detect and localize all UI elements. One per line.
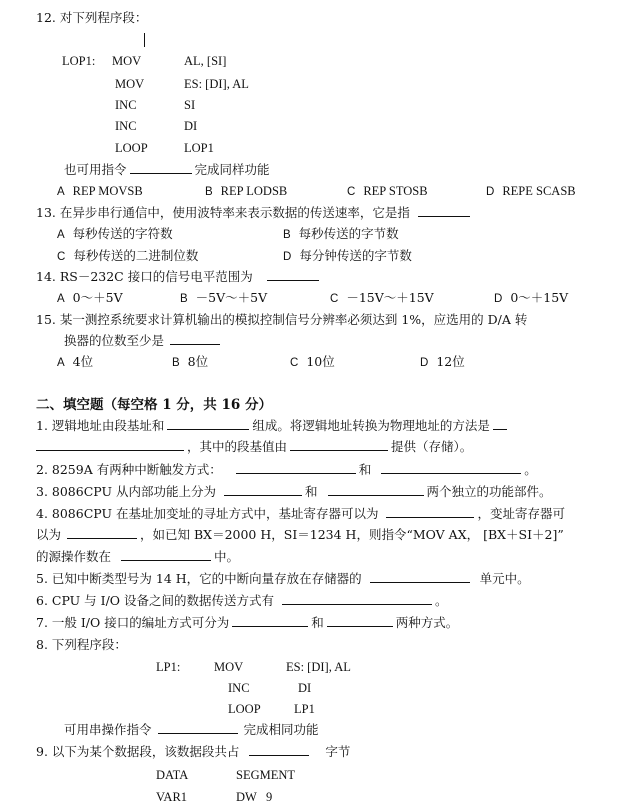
f3-blank-1[interactable] xyxy=(224,484,302,496)
q12-code-op-2: MOV xyxy=(115,77,145,91)
f5-text-a: 5. 已知中断类型号为 14 H，它的中断向量存放在存储器的 xyxy=(36,571,362,586)
f3-line xyxy=(36,484,552,500)
option-letter: B xyxy=(283,229,291,241)
option-text: REP MOVSB xyxy=(72,184,143,198)
option-text: 每秒传送的二进制位数 xyxy=(73,248,199,263)
f8-instruction-line xyxy=(64,722,319,738)
f4-text-e: 的源操作数在 xyxy=(36,549,112,564)
ellipsis-bar-icon xyxy=(144,33,145,47)
q12-instruction-line xyxy=(64,162,270,178)
f2-text-b: 和 xyxy=(358,462,372,477)
f1-text-c: ，其中的段基值由 xyxy=(187,439,288,454)
option-text: 10位 xyxy=(306,354,335,369)
f8-code-arg-3: LP1 xyxy=(294,702,315,716)
option-text: －15V～＋15V xyxy=(346,290,434,305)
q12-option-a xyxy=(57,183,143,200)
f9-code-op-1: SEGMENT xyxy=(236,768,296,782)
q13-option-c xyxy=(57,248,198,265)
option-letter: B xyxy=(180,293,188,305)
f2-text-a: 2. 8259A 有两种中断触发方式： xyxy=(36,462,222,477)
f6-text-b: 。 xyxy=(435,593,448,608)
q12-stem: 12. 对下列程序段： xyxy=(36,10,148,25)
f3-text-b: 和 xyxy=(304,484,318,499)
q12-code-label-1: LOP1: xyxy=(62,54,96,68)
f5-line xyxy=(36,571,530,587)
q12-code-arg-1: AL, [SI] xyxy=(184,54,227,68)
f4-line3 xyxy=(36,549,239,565)
f4-text-c: 以为 xyxy=(36,527,62,542)
f7-blank-1[interactable] xyxy=(232,615,308,627)
f7-blank-2[interactable] xyxy=(327,615,393,627)
option-text: 4位 xyxy=(72,354,94,369)
q13-option-a xyxy=(57,226,173,243)
f8-code-op-3: LOOP xyxy=(228,702,261,716)
q15-stem-line1: 15. 某一测控系统要求计算机输出的模拟控制信号分辨率必须达到 1%，应选用的 D/A 转 xyxy=(36,312,528,327)
f7-text-c: 两种方式。 xyxy=(395,615,459,630)
q15-option-d xyxy=(420,354,465,371)
f9-text-a: 9. 以下为某个数据段，该数据段共占 xyxy=(36,744,240,759)
q15-line2 xyxy=(64,333,223,349)
option-letter: C xyxy=(347,186,356,198)
q12-code-op-4: INC xyxy=(115,119,137,133)
option-text: 每秒传送的字符数 xyxy=(72,226,173,241)
q14-option-d xyxy=(494,290,568,307)
f1-blank-2[interactable] xyxy=(493,418,507,430)
f7-text-a: 7. 一般 I/O 接口的编址方式可分为 xyxy=(36,615,230,630)
f9-line xyxy=(36,744,350,760)
q13-answer-blank[interactable] xyxy=(418,205,470,217)
q15-option-b xyxy=(172,354,208,371)
option-text: 每分钟传送的字节数 xyxy=(299,248,412,263)
option-letter: C xyxy=(57,251,66,263)
option-text: REP LODSB xyxy=(220,184,288,198)
f1-text-b: 组成。将逻辑地址转换为物理地址的方法是 xyxy=(252,418,490,433)
f1-blank-4[interactable] xyxy=(290,439,388,451)
f4-blank-2[interactable] xyxy=(67,527,137,539)
f9-code-label-1: DATA xyxy=(156,768,189,782)
q15-option-a xyxy=(57,354,93,371)
q12-option-d xyxy=(486,183,576,200)
q12-code-arg-5: LOP1 xyxy=(184,141,214,155)
f4-blank-1[interactable] xyxy=(386,506,474,518)
option-letter: D xyxy=(283,251,292,263)
f4-line1 xyxy=(36,506,565,522)
option-letter: D xyxy=(494,293,503,305)
q14-line xyxy=(36,269,322,285)
option-letter: C xyxy=(290,357,299,369)
option-text: 每秒传送的字节数 xyxy=(298,226,399,241)
f4-text-f: 中。 xyxy=(214,549,240,564)
f1-blank-1[interactable] xyxy=(167,418,249,430)
f9-code-label-2: VAR1 xyxy=(156,790,188,804)
q13-option-d xyxy=(283,248,412,265)
f2-blank-2[interactable] xyxy=(381,462,521,474)
option-letter: A xyxy=(57,293,65,305)
q15-option-c xyxy=(290,354,335,371)
f2-blank-1[interactable] xyxy=(236,462,356,474)
q14-stem: 14. RS－232C 接口的信号电平范围为 xyxy=(36,269,253,284)
option-text: 8位 xyxy=(187,354,209,369)
q14-option-c xyxy=(330,290,434,307)
q12-option-c xyxy=(347,183,428,200)
q13-option-b xyxy=(283,226,399,243)
f1-line1 xyxy=(36,418,510,434)
f8-code-op-1: MOV xyxy=(214,660,244,674)
f8-code-arg-2: DI xyxy=(298,681,312,695)
f9-code-arg-2: 9 xyxy=(266,790,273,804)
f1-text-a: 1. 逻辑地址由段基址和 xyxy=(36,418,165,433)
q12-text-b: 完成同样功能 xyxy=(194,162,270,177)
f2-line xyxy=(36,462,537,478)
f9-text-b: 字节 xyxy=(325,744,351,759)
f9-blank-1[interactable] xyxy=(249,744,309,756)
q15-answer-blank[interactable] xyxy=(170,333,220,345)
f5-blank-1[interactable] xyxy=(370,571,470,583)
option-text: 12位 xyxy=(436,354,465,369)
q12-code-op-1: MOV xyxy=(112,54,142,68)
f4-text-a: 4. 8086CPU 在基址加变址的寻址方式中，基址寄存器可以为 xyxy=(36,506,379,521)
f5-text-b: 单元中。 xyxy=(479,571,530,586)
q12-option-b xyxy=(205,183,287,200)
option-text: －5V～＋5V xyxy=(195,290,268,305)
q12-answer-blank[interactable] xyxy=(130,162,192,174)
option-letter: D xyxy=(486,186,495,198)
option-letter: A xyxy=(57,186,65,198)
f8-text-a: 可用串操作指令 xyxy=(64,722,152,737)
f1-text-d: 提供（存储）。 xyxy=(391,439,473,454)
option-text: REPE SCASB xyxy=(502,184,576,198)
option-letter: B xyxy=(205,186,213,198)
f9-code-op-2: DW xyxy=(236,790,257,804)
q12-text-a: 也可用指令 xyxy=(64,162,127,177)
f4-blank-3[interactable] xyxy=(121,549,211,561)
f1-blank-3[interactable] xyxy=(36,439,184,451)
option-text: REP STOSB xyxy=(363,184,428,198)
f8-code-label-1: LP1: xyxy=(156,660,181,674)
option-letter: A xyxy=(57,357,65,369)
q14-option-a xyxy=(57,290,123,307)
f6-line xyxy=(36,593,448,609)
q12-code-op-5: LOOP xyxy=(115,141,148,155)
f3-text-a: 3. 8086CPU 从内部功能上分为 xyxy=(36,484,216,499)
q12-code-arg-2: ES: [DI], AL xyxy=(184,77,249,91)
q13-line xyxy=(36,205,473,221)
f8-stem: 8. 下列程序段： xyxy=(36,637,127,652)
q12-code-op-3: INC xyxy=(115,98,137,112)
option-text: 0～＋5V xyxy=(72,290,123,305)
f8-code-op-2: INC xyxy=(228,681,250,695)
f6-text-a: 6. CPU 与 I/O 设备之间的数据传送方式有 xyxy=(36,593,275,608)
option-letter: C xyxy=(330,293,339,305)
f3-blank-2[interactable] xyxy=(328,484,424,496)
option-letter: A xyxy=(57,229,65,241)
q12-code-arg-4: DI xyxy=(184,119,198,133)
f3-text-c: 两个独立的功能部件。 xyxy=(426,484,552,499)
f7-text-b: 和 xyxy=(311,615,324,630)
f4-text-d: ，如已知 BX＝2000 H，SI＝1234 H，则指令“MOV AX， [BX＋SI＋2]” xyxy=(140,527,564,542)
option-letter: D xyxy=(420,357,429,369)
f7-line xyxy=(36,615,458,631)
q13-stem: 13. 在异步串行通信中，使用波特率来表示数据的传送速率，它是指 xyxy=(36,205,410,220)
q15-stem-line2: 换器的位数至少是 xyxy=(64,333,165,348)
f4-line2 xyxy=(36,527,564,543)
q14-option-b xyxy=(180,290,267,307)
q14-answer-blank[interactable] xyxy=(267,269,319,281)
f1-line2 xyxy=(36,439,472,455)
option-text: 0～＋15V xyxy=(510,290,569,305)
option-letter: B xyxy=(172,357,180,369)
q12-code-arg-3: SI xyxy=(184,98,196,112)
f2-text-c: 。 xyxy=(524,462,537,477)
f8-text-b: 完成相同功能 xyxy=(243,722,319,737)
f8-blank-1[interactable] xyxy=(158,722,238,734)
f8-code-arg-1: ES: [DI], AL xyxy=(286,660,351,674)
f6-blank-1[interactable] xyxy=(282,593,432,605)
f4-text-b: ，变址寄存器可 xyxy=(477,506,565,521)
section-title: 二、填空题（每空格 1 分，共 16 分） xyxy=(36,397,272,413)
